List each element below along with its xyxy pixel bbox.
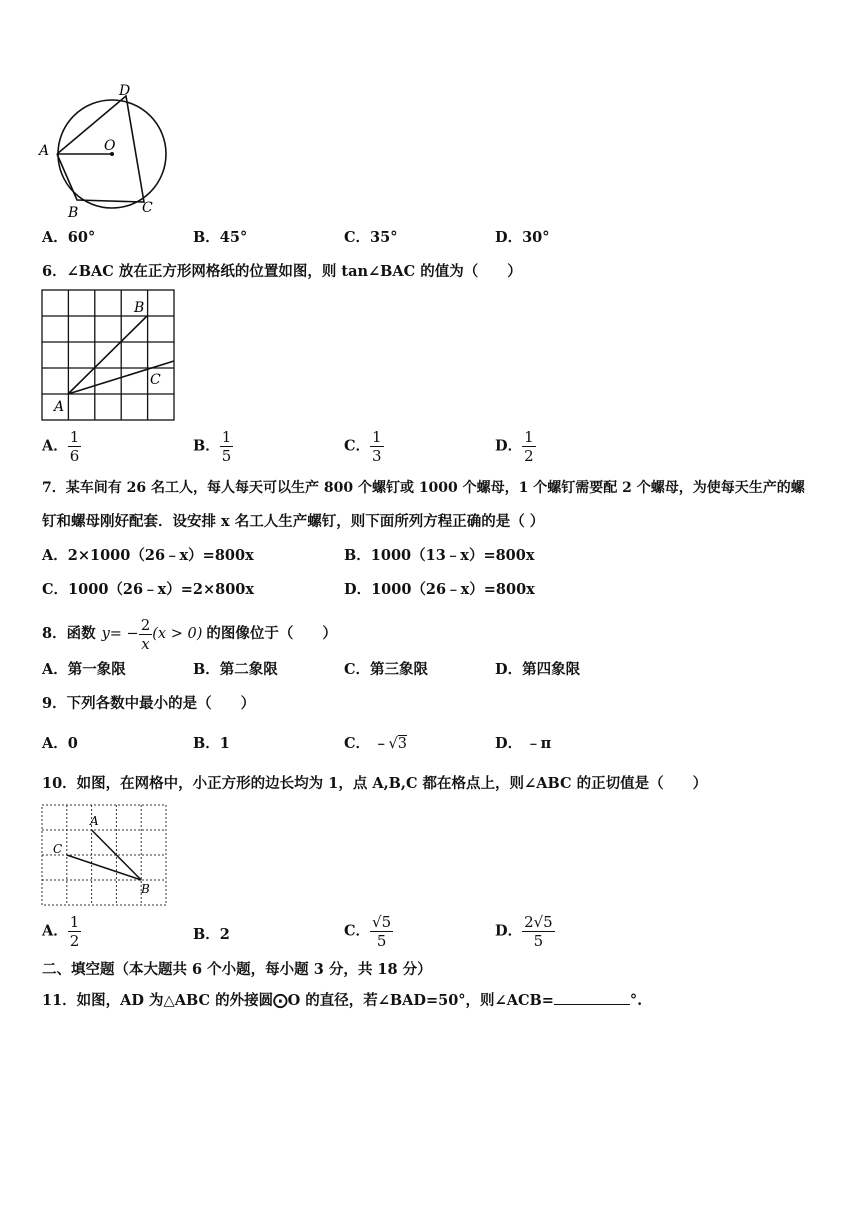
q5-option-a: A．60°	[42, 229, 96, 246]
q8-y: y	[101, 626, 110, 642]
q5-label-B: B	[68, 205, 79, 220]
q9-option-d: D． ﹣π	[495, 735, 552, 752]
q7-option-d: D．1000（26﹣x）=800x	[344, 581, 535, 598]
q10-option-c: C． $\frac{√5}{5}$	[344, 913, 392, 950]
q8-suffix: 的图像位于（ ）	[206, 625, 337, 642]
q6-label-A: A	[54, 399, 65, 415]
q10-grid-figure	[40, 803, 170, 909]
q10-label-C: C	[53, 842, 63, 856]
q9-stem: 9．下列各数中最小的是（ ）	[42, 695, 256, 712]
q7-option-a: A．2×1000（26﹣x）=800x	[42, 547, 254, 564]
q6-label-B: B	[134, 300, 145, 316]
q6-option-a: A． $\frac{1}{6}$	[42, 428, 80, 465]
q8-condition: (x > 0)	[152, 626, 203, 642]
q11-stem-before: 11．如图，AD 为△ABC 的外接圆⨀O 的直径，若∠BAD=50°，则∠ACB=	[42, 992, 554, 1009]
q5-label-A: A	[39, 143, 50, 159]
q5-option-d: D．30°	[495, 229, 550, 246]
q8-stem	[42, 612, 337, 656]
q9-option-b: B．1	[193, 735, 230, 752]
q10-option-d: D． $\frac{2√5}{5}$	[495, 913, 553, 950]
q8-option-b: B．第二象限	[193, 661, 278, 678]
q6-grid-figure	[40, 288, 178, 424]
q10-option-b: B．2	[193, 926, 230, 943]
q10-label-A: A	[90, 814, 99, 828]
q5-label-O: O	[104, 138, 116, 154]
q8-option-c: C．第三象限	[344, 661, 429, 678]
q8-option-a: A．第一象限	[42, 661, 126, 678]
q10-label-B: B	[141, 882, 150, 896]
q9-option-a: A．0	[42, 735, 78, 752]
q5-label-C: C	[142, 200, 153, 216]
q7-option-b: B．1000（13﹣x）=800x	[344, 547, 535, 564]
q6-option-d: D． $\frac{1}{2}$	[495, 428, 534, 465]
q6-stem: 6．∠BAC 放在正方形网格纸的位置如图，则 tan∠BAC 的值为（ ）	[42, 263, 522, 280]
q6-option-c: C． $\frac{1}{3}$	[344, 428, 382, 465]
q6-label-C: C	[150, 372, 161, 388]
q10-segment-CB	[67, 855, 141, 880]
q11-answer-blank[interactable]	[554, 990, 630, 1005]
q8-eq: = −	[109, 626, 139, 642]
q5-circle-figure	[36, 78, 176, 220]
q9-option-c: C． ﹣√3	[344, 735, 408, 752]
q10-stem: 10．如图，在网格中，小正方形的边长均为 1，点 A,B,C 都在格点上，则∠ABC 的正切值是（ ）	[42, 775, 708, 792]
q7-stem-line1: 7．某车间有 26 名工人，每人每天可以生产 800 个螺钉或 1000 个螺母，1 个螺钉需要配 2 个螺母，为使每天生产的螺	[42, 480, 805, 496]
q8-prefix: 8．函数	[42, 625, 96, 642]
q7-stem-line2: 钉和螺母刚好配套．设安排 x 名工人生产螺钉，则下面所列方程正确的是（ ）	[42, 513, 545, 530]
q5-option-b: B．45°	[193, 229, 248, 246]
q6-option-b: B． $\frac{1}{5}$	[193, 428, 232, 465]
q8-option-d: D．第四象限	[495, 661, 581, 678]
q10-option-a: A． $\frac{1}{2}$	[42, 913, 80, 950]
section2-title: 二、填空题（本大题共 6 个小题，每小题 3 分，共 18 分）	[42, 961, 432, 978]
q7-option-c: C．1000（26﹣x）=2×800x	[42, 581, 255, 598]
q5-label-D: D	[119, 83, 131, 99]
q5-quadrilateral	[57, 96, 144, 202]
q5-option-c: C．35°	[344, 229, 398, 246]
q11-stem-after: °.	[629, 992, 643, 1009]
q11-stem	[42, 990, 642, 1010]
q8-fraction: $\frac{2}{x}$	[140, 615, 151, 653]
